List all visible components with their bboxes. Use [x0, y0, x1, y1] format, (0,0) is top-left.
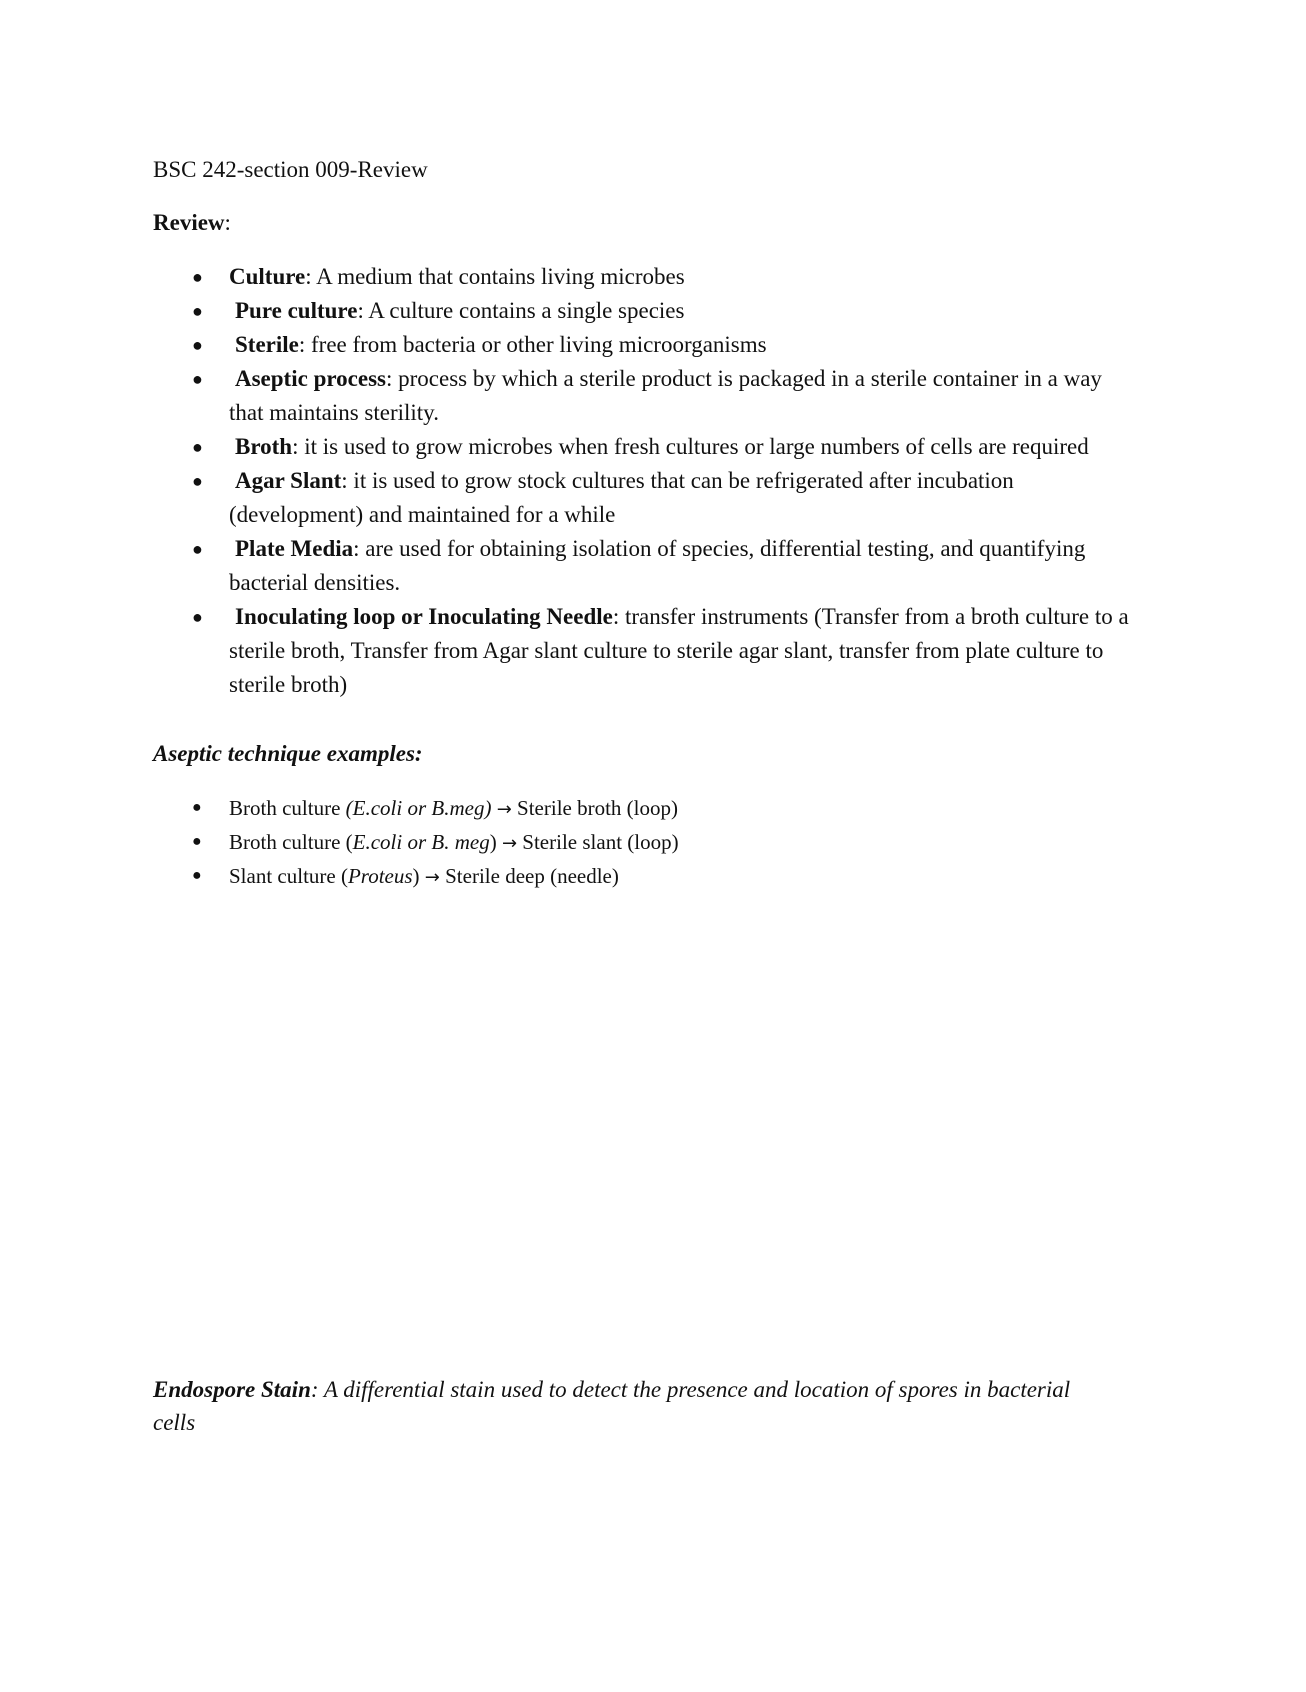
example-organism: Proteus	[347, 864, 413, 888]
example-prefix: Slant culture (	[229, 864, 348, 888]
review-list	[180, 260, 1140, 702]
example-item	[180, 792, 1080, 826]
example-list	[180, 792, 1080, 894]
bullet-icon: ●	[192, 301, 203, 321]
example-suffix: )	[489, 830, 502, 854]
review-item-aseptic-process	[180, 362, 1140, 430]
review-heading-text: Review	[153, 210, 225, 235]
document-title: BSC 242-section 009-Review	[153, 157, 428, 182]
bullet-icon: ●	[192, 867, 202, 884]
example-organism: E.coli or B. meg	[352, 830, 490, 854]
endospore-term: Endospore Stain	[153, 1377, 311, 1402]
review-item-plate-media	[180, 532, 1140, 600]
example-suffix: )	[412, 864, 425, 888]
review-heading-colon: :	[224, 210, 231, 235]
bullet-icon: ●	[192, 267, 203, 287]
review-item-pure-culture	[180, 294, 1140, 328]
bullet-icon: ●	[192, 335, 203, 355]
bullet-icon: ●	[192, 369, 203, 389]
review-term: Pure culture	[235, 298, 358, 323]
bullet-icon: ●	[192, 471, 203, 491]
arrow-right-icon: →	[424, 867, 440, 888]
example-result: Sterile deep (needle)	[439, 864, 619, 888]
example-result: Sterile broth (loop)	[511, 796, 678, 820]
bullet-icon: ●	[192, 437, 203, 457]
bullet-icon: ●	[192, 799, 202, 816]
endospore-stain-definition	[153, 1373, 1093, 1439]
review-definition: : A medium that contains living microbes	[305, 264, 685, 289]
review-definition: : it is used to grow microbes when fresh cultures or large numbers of cells are required	[292, 434, 1089, 459]
review-item-culture	[180, 260, 1140, 294]
review-definition: : process by which a sterile product is packaged in a sterile container in a way that maintains sterility.	[229, 366, 1102, 425]
example-prefix: Broth culture	[229, 796, 346, 820]
review-term: Broth	[235, 434, 293, 459]
review-definition: : A culture contains a single species	[357, 298, 685, 323]
review-term: Aseptic process	[235, 366, 386, 391]
review-term: Sterile	[235, 332, 299, 357]
example-organism: (E.coli or B.meg)	[345, 796, 492, 820]
review-term: Plate Media	[235, 536, 354, 561]
aseptic-heading: Aseptic technique examples:	[153, 741, 423, 766]
review-definition: : free from bacteria or other living microorganisms	[298, 332, 767, 357]
example-item	[180, 826, 1080, 860]
example-prefix: Broth culture (	[229, 830, 353, 854]
arrow-right-icon: →	[496, 799, 512, 820]
review-item-broth	[180, 430, 1140, 464]
review-definition: : are used for obtaining isolation of species, differential testing, and quantifying bacterial densities.	[229, 536, 1086, 595]
bullet-icon: ●	[192, 607, 203, 627]
review-definition: : transfer instruments (Transfer from a broth culture to a sterile broth, Transfer from Agar slant culture to sterile agar slant, transfer from plate culture to sterile broth)	[229, 604, 1129, 697]
endospore-definition: : A differential stain used to detect the presence and location of spores in bacterial cells	[153, 1377, 1071, 1435]
review-item-agar-slant	[180, 464, 1140, 532]
example-result: Sterile slant (loop)	[517, 830, 679, 854]
review-term: Agar Slant	[235, 468, 342, 493]
review-term: Inoculating loop or Inoculating Needle	[235, 604, 613, 629]
review-item-inoculating-loop	[180, 600, 1140, 702]
example-item	[180, 860, 1080, 894]
review-term: Culture	[229, 264, 306, 289]
bullet-icon: ●	[192, 539, 203, 559]
arrow-right-icon: →	[501, 833, 518, 854]
review-definition: : it is used to grow stock cultures that can be refrigerated after incubation (development) and maintained for a while	[229, 468, 1014, 527]
review-heading	[153, 208, 231, 238]
review-item-sterile	[180, 328, 1140, 362]
bullet-icon: ●	[192, 833, 202, 850]
